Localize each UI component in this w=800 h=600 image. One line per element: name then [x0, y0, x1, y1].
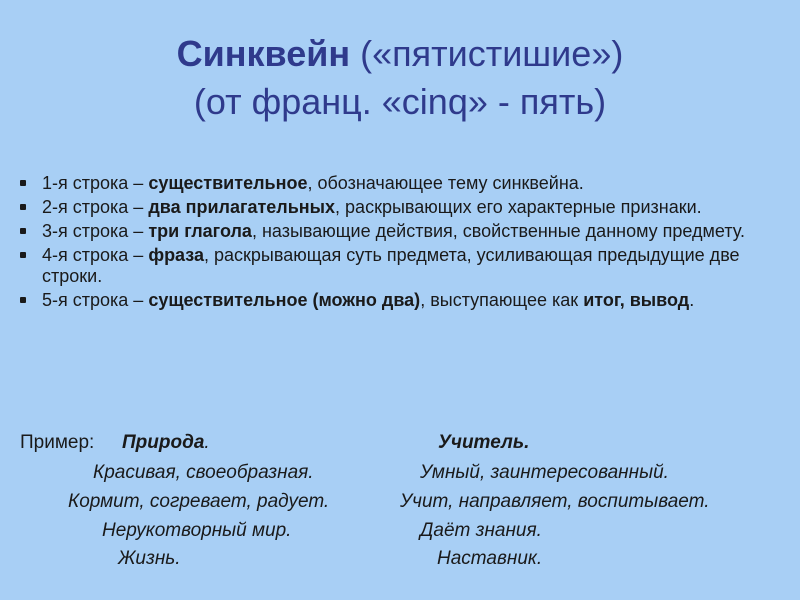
rule-prefix: 2-я строка – — [42, 197, 149, 217]
rule-item-3 — [18, 221, 788, 242]
rule-keyword: фраза — [148, 245, 205, 265]
rule-keyword-2: итог, вывод — [583, 290, 690, 310]
rule-description: , раскрывающих его характерные признаки. — [335, 197, 702, 217]
example-right-line-3: Даёт знания. — [420, 520, 542, 541]
rule-description: , выступающее как — [420, 290, 584, 310]
example-left-title-wrap — [122, 432, 210, 454]
title-term: Синквейн — [176, 33, 351, 74]
example-right-title: Учитель. — [438, 432, 530, 453]
title-line-1 — [0, 30, 800, 78]
example-left-line-1: Красивая, своеобразная. — [93, 462, 314, 483]
example-section — [0, 432, 800, 582]
rule-keyword: существительное (можно два) — [148, 290, 421, 310]
rule-prefix: 4-я строка – — [42, 245, 149, 265]
rule-prefix: 5-я строка – — [42, 290, 149, 310]
rule-keyword: два прилагательных — [148, 197, 336, 217]
rule-item-2 — [18, 197, 788, 218]
example-label: Пример: — [20, 432, 95, 453]
rule-description: , раскрывающая суть предмета, усиливающая предыдущие две строки. — [42, 245, 740, 286]
example-left-line-3: Нерукотворный мир. — [102, 520, 292, 541]
title-translation: («пятистишие») — [350, 33, 624, 74]
rule-prefix: 1-я строка – — [42, 173, 149, 193]
rules-list — [18, 173, 788, 314]
rule-prefix: 3-я строка – — [42, 221, 149, 241]
slide-title — [0, 30, 800, 126]
example-right-line-1: Умный, заинтересованный. — [420, 462, 669, 483]
rule-description: , называющие действия, свойственные данному предмету. — [251, 221, 745, 241]
example-right-line-2: Учит, направляет, воспитывает. — [400, 491, 710, 512]
rule-description: , обозначающее тему синквейна. — [307, 173, 584, 193]
rule-end: . — [689, 290, 695, 310]
example-left-title-suffix: . — [204, 432, 210, 453]
rule-item-5 — [18, 290, 788, 311]
rule-item-1 — [18, 173, 788, 194]
example-right-line-4: Наставник. — [437, 548, 543, 569]
example-left-title: Природа — [122, 432, 205, 453]
example-left-line-2: Кормит, согревает, радует. — [68, 491, 330, 512]
rule-keyword: существительное — [148, 173, 308, 193]
rule-keyword: три глагола — [148, 221, 252, 241]
example-left-line-4: Жизнь. — [118, 548, 181, 569]
title-line-2: (от франц. «cinq» - пять) — [193, 81, 607, 122]
rule-item-4 — [18, 245, 788, 287]
